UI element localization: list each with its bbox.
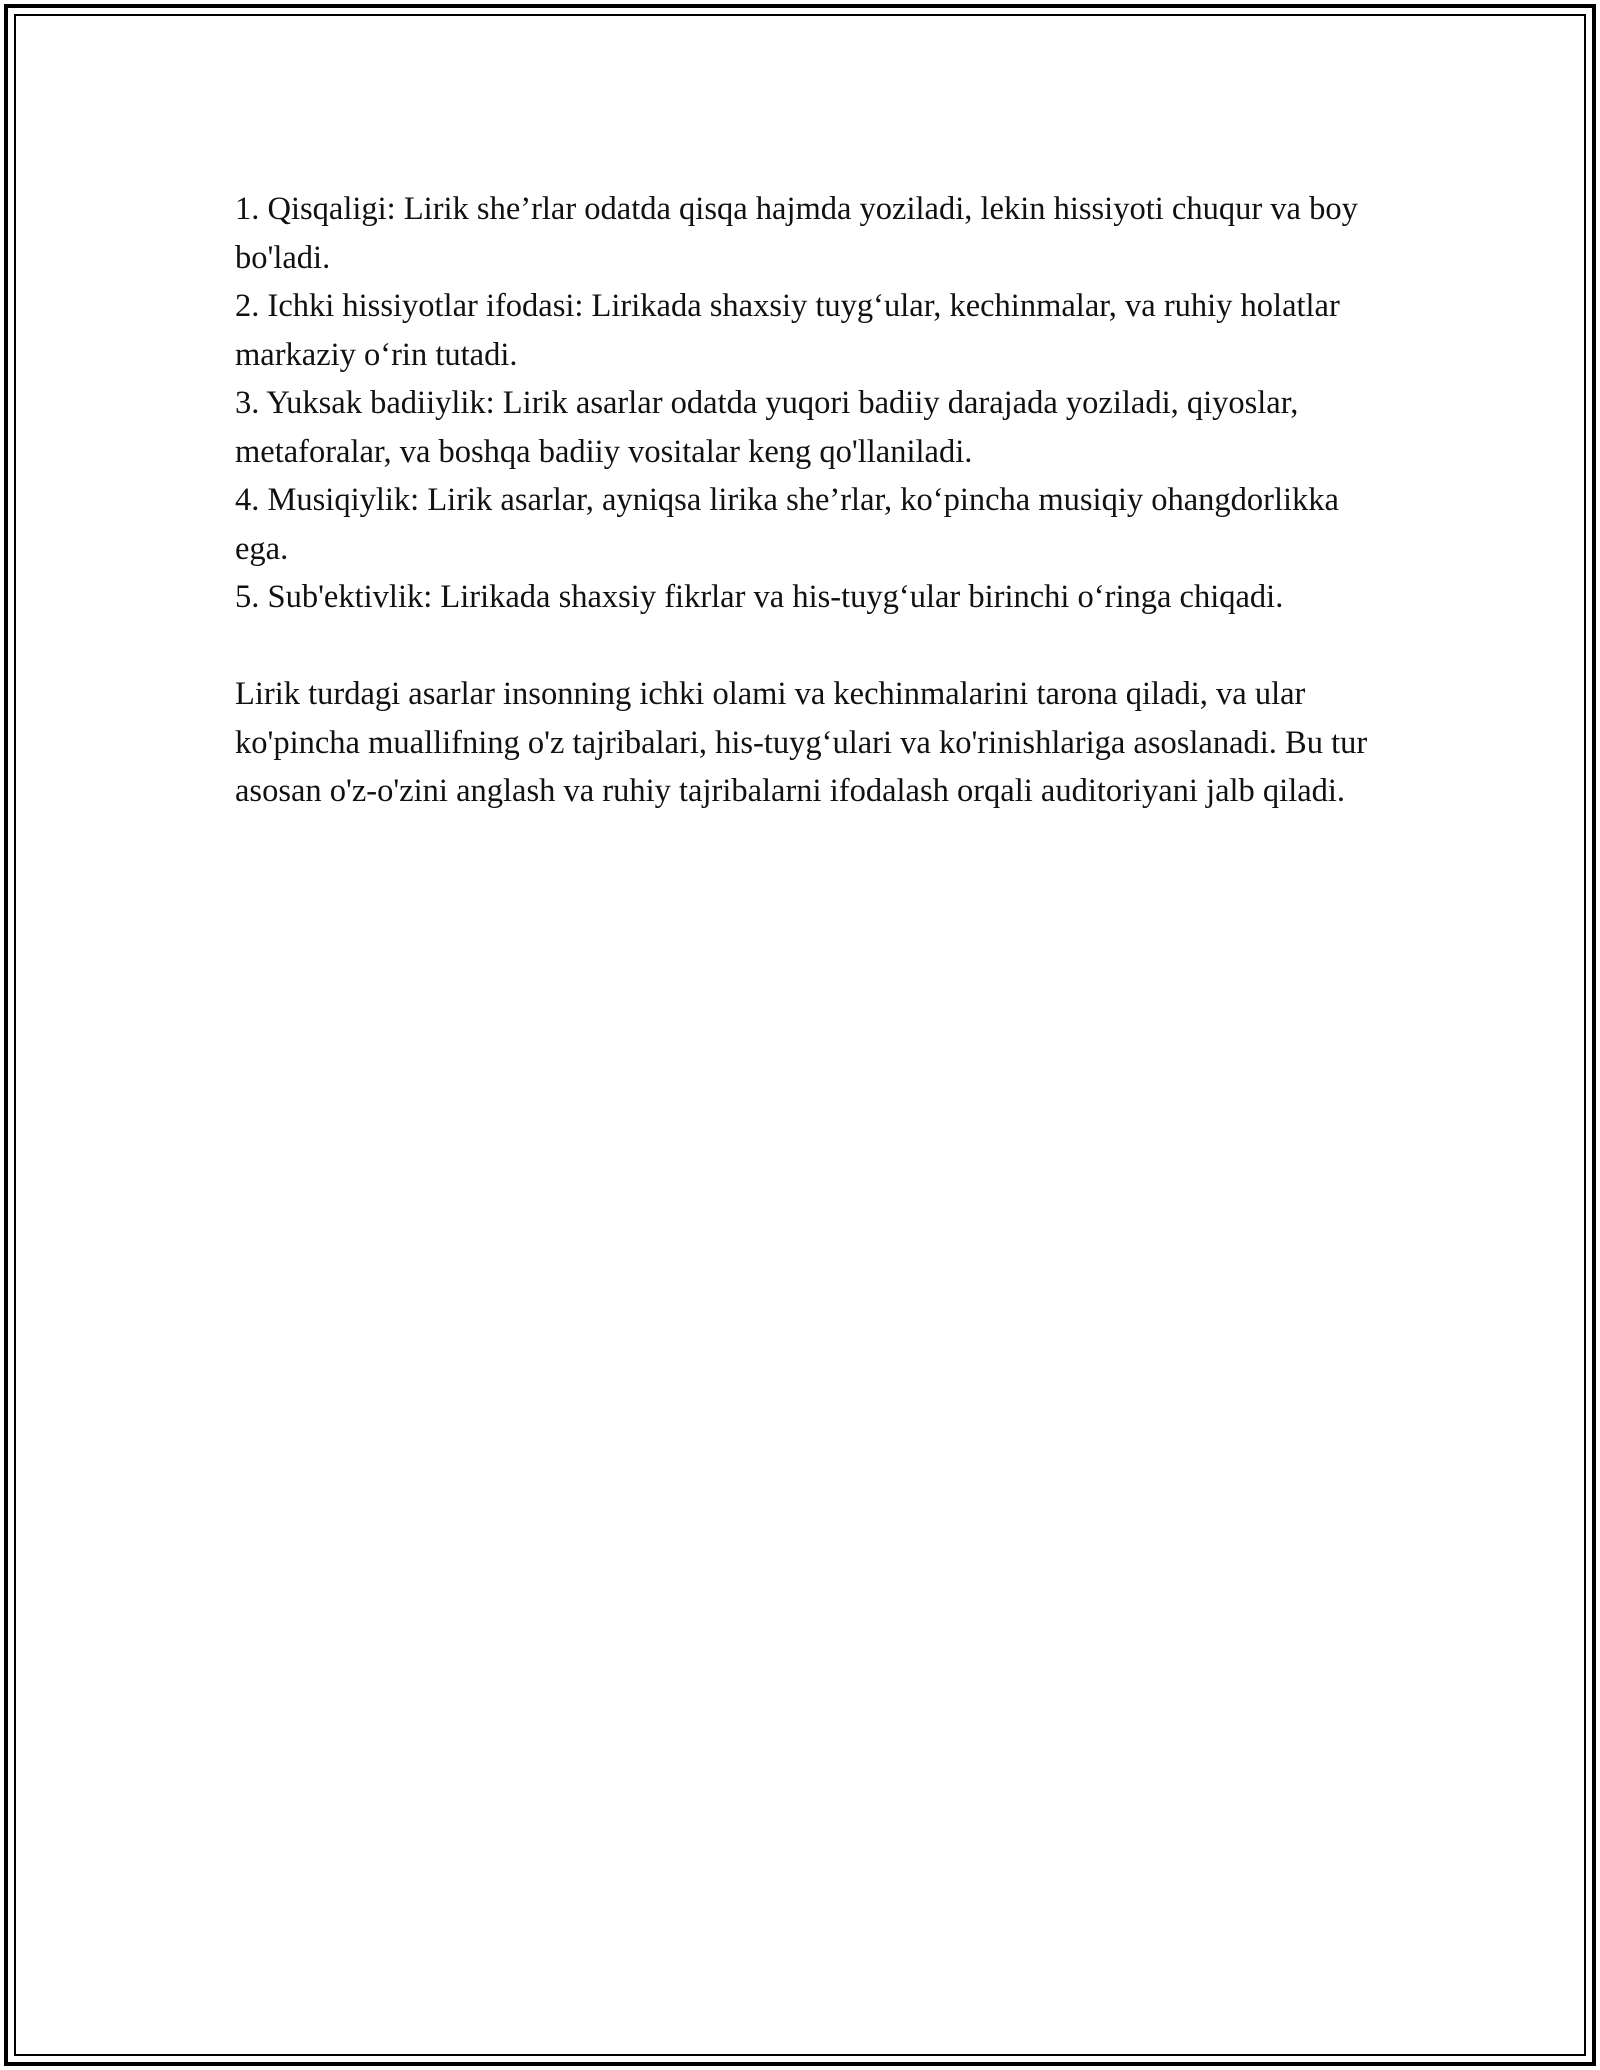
list-item-qisqaligi: 1. Qisqaligi: Lirik she’rlar odatda qisqa hajmda yoziladi, lekin hissiyoti chuqur va boy bo'ladi.: [235, 191, 1358, 276]
summary-paragraph: Lirik turdagi asarlar insonning ichki olami va kechinmalarini tarona qiladi, va ular ko'pincha muallifning o'z tajribalari, his-tuyg‘ulari va ko'rinishlariga asoslanadi. Bu tur asosan o'z-o'zini anglash va ruhiy tajribalarni ifodalash orqali auditoriyani jalb qiladi.: [235, 676, 1368, 809]
list-item-subektivlik: 5. Sub'ektivlik: Lirikada shaxsiy fikrlar va his-tuyg‘ular birinchi o‘ringa chiqadi.: [235, 579, 1284, 615]
list-item-musiqiylik: 4. Musiqiylik: Lirik asarlar, ayniqsa lirika she’rlar, ko‘pincha musiqiy ohangdorlikka ega.: [235, 482, 1339, 567]
list-item-yuksak-badiiylik: 3. Yuksak badiiylik: Lirik asarlar odatda yuqori badiiy darajada yoziladi, qiyoslar, metaforalar, va boshqa badiiy vositalar keng qo'llaniladi.: [235, 385, 1299, 470]
document-body: [235, 185, 1385, 816]
list-item-ichki-hissiyotlar: 2. Ichki hissiyotlar ifodasi: Lirikada shaxsiy tuyg‘ular, kechinmalar, va ruhiy holatlar markaziy o‘rin tutadi.: [235, 288, 1340, 373]
characteristics-list: [235, 185, 1385, 622]
